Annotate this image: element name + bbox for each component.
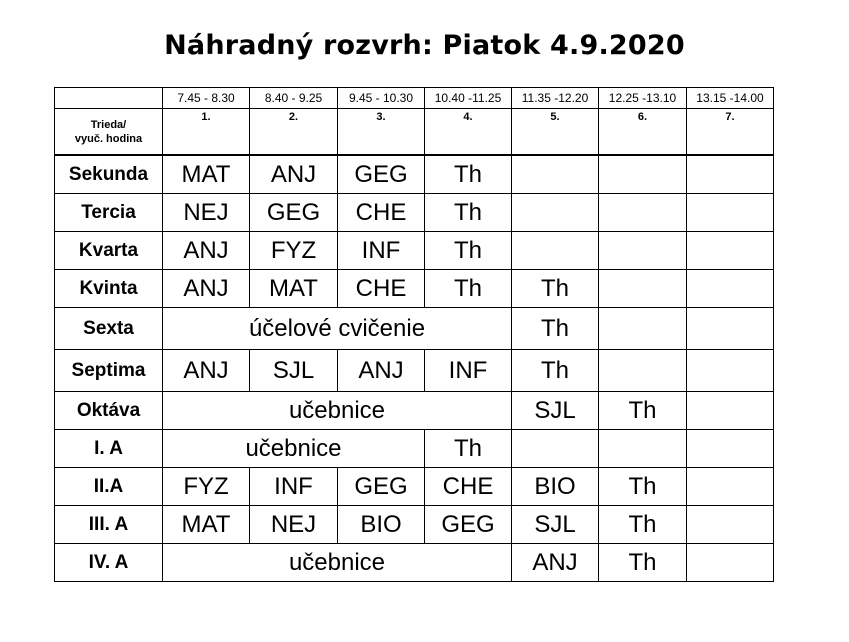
lesson-cell — [687, 232, 774, 270]
table-row — [55, 544, 774, 582]
lesson-cell: SJL — [250, 350, 338, 392]
lesson-cell: GEG — [250, 194, 338, 232]
merged-lesson-cell: učebnice — [163, 392, 512, 430]
lesson-cell — [512, 232, 599, 270]
lesson-cell: Th — [512, 270, 599, 308]
lesson-cell: GEG — [425, 506, 512, 544]
period-header: 5. — [512, 109, 599, 156]
time-cell: 10.40 -11.25 — [425, 88, 512, 109]
time-cell: 11.35 -12.20 — [512, 88, 599, 109]
lesson-cell — [512, 430, 599, 468]
table-row — [55, 392, 774, 430]
lesson-cell: Th — [599, 544, 687, 582]
class-name: III. A — [55, 506, 163, 544]
table-row — [55, 350, 774, 392]
table-row — [55, 506, 774, 544]
period-header: 1. — [163, 109, 250, 156]
lesson-cell: SJL — [512, 506, 599, 544]
class-name: Oktáva — [55, 392, 163, 430]
time-cell: 9.45 - 10.30 — [338, 88, 425, 109]
lesson-cell: CHE — [338, 270, 425, 308]
lesson-cell — [687, 155, 774, 194]
lesson-cell: Th — [599, 392, 687, 430]
lesson-cell: Th — [425, 194, 512, 232]
table-row — [55, 232, 774, 270]
class-name: IV. A — [55, 544, 163, 582]
lesson-cell: BIO — [512, 468, 599, 506]
lesson-cell: GEG — [338, 155, 425, 194]
lesson-cell: Th — [425, 430, 512, 468]
lesson-cell: Th — [425, 232, 512, 270]
lesson-cell: MAT — [250, 270, 338, 308]
lesson-cell: INF — [425, 350, 512, 392]
period-header: 7. — [687, 109, 774, 156]
lesson-cell: NEJ — [163, 194, 250, 232]
lesson-cell: Th — [425, 270, 512, 308]
lesson-cell — [512, 194, 599, 232]
class-name: Septima — [55, 350, 163, 392]
lesson-cell: INF — [338, 232, 425, 270]
lesson-cell — [599, 308, 687, 350]
lesson-cell: CHE — [425, 468, 512, 506]
lesson-cell: ANJ — [512, 544, 599, 582]
period-header: 6. — [599, 109, 687, 156]
table-row — [55, 468, 774, 506]
time-cell: 8.40 - 9.25 — [250, 88, 338, 109]
time-cell: 7.45 - 8.30 — [163, 88, 250, 109]
lesson-cell: FYZ — [250, 232, 338, 270]
lesson-cell: ANJ — [338, 350, 425, 392]
lesson-cell — [687, 468, 774, 506]
lesson-cell: MAT — [163, 155, 250, 194]
class-name: Tercia — [55, 194, 163, 232]
table-row — [55, 194, 774, 232]
period-header: 3. — [338, 109, 425, 156]
lesson-cell — [687, 544, 774, 582]
merged-lesson-cell: účelové cvičenie — [163, 308, 512, 350]
class-name: Sexta — [55, 308, 163, 350]
table-row — [55, 430, 774, 468]
lesson-cell: Th — [599, 506, 687, 544]
lesson-cell — [599, 350, 687, 392]
timetable — [54, 87, 774, 582]
lesson-cell: Th — [425, 155, 512, 194]
class-name: Kvarta — [55, 232, 163, 270]
lesson-cell — [599, 155, 687, 194]
lesson-cell: BIO — [338, 506, 425, 544]
lesson-cell: Th — [512, 350, 599, 392]
period-row — [55, 109, 774, 156]
time-corner — [55, 88, 163, 109]
period-header: 2. — [250, 109, 338, 156]
lesson-cell — [599, 430, 687, 468]
table-row — [55, 155, 774, 194]
corner-header: Trieda/ vyuč. hodina — [55, 109, 163, 156]
lesson-cell — [687, 350, 774, 392]
lesson-cell — [687, 270, 774, 308]
class-name: I. A — [55, 430, 163, 468]
table-row — [55, 308, 774, 350]
lesson-cell: ANJ — [250, 155, 338, 194]
lesson-cell: ANJ — [163, 270, 250, 308]
time-cell: 13.15 -14.00 — [687, 88, 774, 109]
lesson-cell: Th — [599, 468, 687, 506]
lesson-cell — [687, 506, 774, 544]
lesson-cell: NEJ — [250, 506, 338, 544]
lesson-cell — [687, 392, 774, 430]
class-name: Sekunda — [55, 155, 163, 194]
lesson-cell: FYZ — [163, 468, 250, 506]
merged-lesson-cell: učebnice — [163, 544, 512, 582]
lesson-cell: ANJ — [163, 350, 250, 392]
lesson-cell: ANJ — [163, 232, 250, 270]
time-row — [55, 88, 774, 109]
page-title: Náhradný rozvrh: Piatok 4.9.2020 — [164, 30, 685, 61]
table-row — [55, 270, 774, 308]
lesson-cell — [599, 232, 687, 270]
period-header: 4. — [425, 109, 512, 156]
lesson-cell — [687, 194, 774, 232]
class-name: Kvinta — [55, 270, 163, 308]
merged-lesson-cell: učebnice — [163, 430, 425, 468]
lesson-cell — [512, 155, 599, 194]
lesson-cell: SJL — [512, 392, 599, 430]
class-name: II.A — [55, 468, 163, 506]
lesson-cell — [599, 194, 687, 232]
lesson-cell: GEG — [338, 468, 425, 506]
lesson-cell — [599, 270, 687, 308]
lesson-cell — [687, 308, 774, 350]
lesson-cell: MAT — [163, 506, 250, 544]
lesson-cell: INF — [250, 468, 338, 506]
lesson-cell — [687, 430, 774, 468]
lesson-cell: CHE — [338, 194, 425, 232]
lesson-cell: Th — [512, 308, 599, 350]
time-cell: 12.25 -13.10 — [599, 88, 687, 109]
